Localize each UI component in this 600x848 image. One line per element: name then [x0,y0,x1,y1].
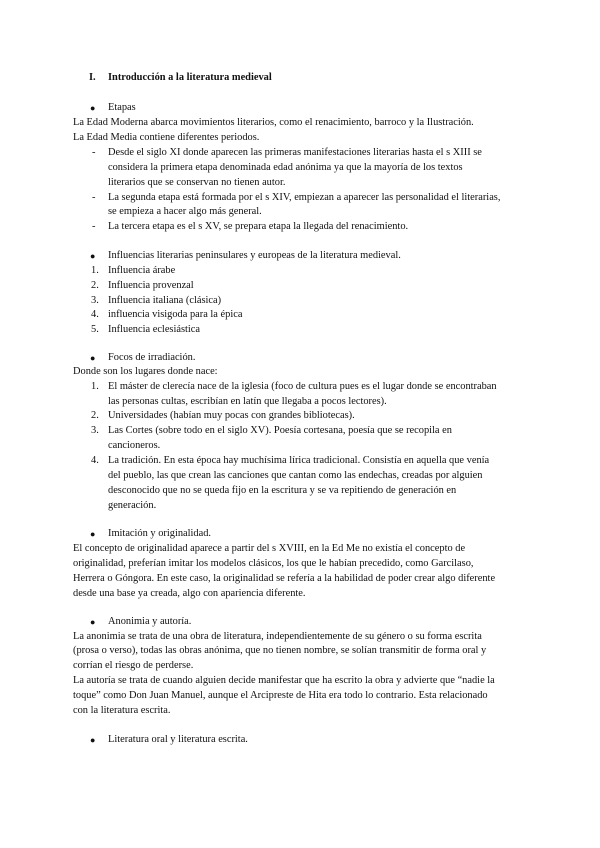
paragraph-line: toque” como Don Juan Manuel, aunque el Arcipreste de Hita era todo lo contrario. Esta relacionado [73,690,488,701]
list-number: 1. [91,265,99,276]
list-number: 2. [91,280,99,291]
list-item-line: Las Cortes (sobre todo en el siglo XV). Poesía cortesana, poesía que se recopila en [108,425,452,436]
paragraph-line: Herrera o Góngora. En este caso, la originalidad se refería a la habilidad de poder crear algo diferente [73,573,496,584]
list-item-line: considera la primera etapa denominada edad anónima ya que la mayoría de los textos [108,162,463,173]
list-item-line: literarios que se conservan no tienen autor. [108,177,286,188]
list-number: 4. [91,309,99,320]
dash-marker: - [92,221,96,232]
list-item-line: del pueblo, las que crean las canciones que cantan como las endechas, creadas por alguien [108,470,483,481]
paragraph: La Edad Media contiene diferentes periodos. [73,132,260,143]
list-item-line: La tercera etapa es el s XV, se prepara etapa la llegada del renacimiento. [108,221,409,232]
list-item-line: las personas cultas, escribían en latín que llegaba a pocos lectores). [108,396,387,407]
page-title: Introducción a la literatura medieval [108,72,272,83]
list-number: 4. [91,455,99,466]
paragraph-line: originalidad, preferían imitar los modelos clásicos, los que le habían precedido, como Garcilaso, [73,558,474,569]
list-item: Influencia árabe [108,265,176,276]
bullet-icon: ● [90,353,96,363]
paragraph-line: con la literatura escrita. [73,705,171,716]
paragraph: La Edad Moderna abarca movimientos literarios, como el renacimiento, barroco y la Ilustración. [73,117,474,128]
bullet-icon: ● [90,103,96,113]
list-item-line: La tradición. En esta época hay muchísima lírica tradicional. Consistía en aquella que venía [108,455,490,466]
section-title-imitacion: Imitación y originalidad. [108,528,212,539]
list-item: influencia visigoda para la épica [108,309,243,320]
section-title-focos: Focos de irradiación. [108,352,196,363]
section-title-influencias: Influencias literarias peninsulares y europeas de la literatura medieval. [108,250,401,261]
list-item: Influencia italiana (clásica) [108,295,222,306]
list-item: Influencia provenzal [108,280,194,291]
list-number: 3. [91,295,99,306]
list-item-line: generación. [108,500,157,511]
section-title-anonimia: Anonimia y autoría. [108,616,192,627]
dash-marker: - [92,192,96,203]
list-item-line: El máster de clerecía nace de la iglesia (foco de cultura pues es el lugar donde se encontraban [108,381,497,392]
dash-marker: - [92,147,96,158]
section-title-literatura-oral: Literatura oral y literatura escrita. [108,734,248,745]
paragraph-line: (prosa o verso), todas las obras anónima, que no tienen nombre, se solían transmitir de forma oral y [73,645,487,656]
list-number: 1. [91,381,99,392]
list-item: Influencia eclesiástica [108,324,201,335]
section-title-etapas: Etapas [108,102,136,113]
list-item-line: se empieza a hacer algo más general. [108,206,262,217]
paragraph-line: La anonimia se trata de una obra de literatura, independientemente de su género o su forma escrita [73,631,482,642]
paragraph-line: desde una base ya creada, algo con apariencia diferente. [73,588,306,599]
paragraph-line: El concepto de originalidad aparece a partir del s XVIII, en la Ed Me no existía el concepto de [73,543,466,554]
heading-number: I. [89,72,96,83]
list-item-line: Desde el siglo XI donde aparecen las primeras manifestaciones literarias hasta el s XIII se [108,147,482,158]
bullet-icon: ● [90,735,96,745]
list-number: 2. [91,410,99,421]
paragraph: Donde son los lugares donde nace: [73,366,218,377]
list-item-line: La segunda etapa está formada por el s XIV, empiezan a aparecer las personalidad el literarias, [108,192,501,203]
list-item-line: desconocido que no se queda fijo en la escritura y se va repitiendo de generación en [108,485,457,496]
list-item-line: cancioneros. [108,440,161,451]
list-number: 5. [91,324,99,335]
list-number: 3. [91,425,99,436]
bullet-icon: ● [90,617,96,627]
bullet-icon: ● [90,529,96,539]
paragraph-line: corrían el riesgo de perderse. [73,660,194,671]
list-item-line: Universidades (habían muy pocas con grandes bibliotecas). [108,410,355,421]
paragraph-line: La autoría se trata de cuando alguien decide manifestar que ha escrito la obra y advierte que “nadie la [73,675,495,686]
bullet-icon: ● [90,251,96,261]
